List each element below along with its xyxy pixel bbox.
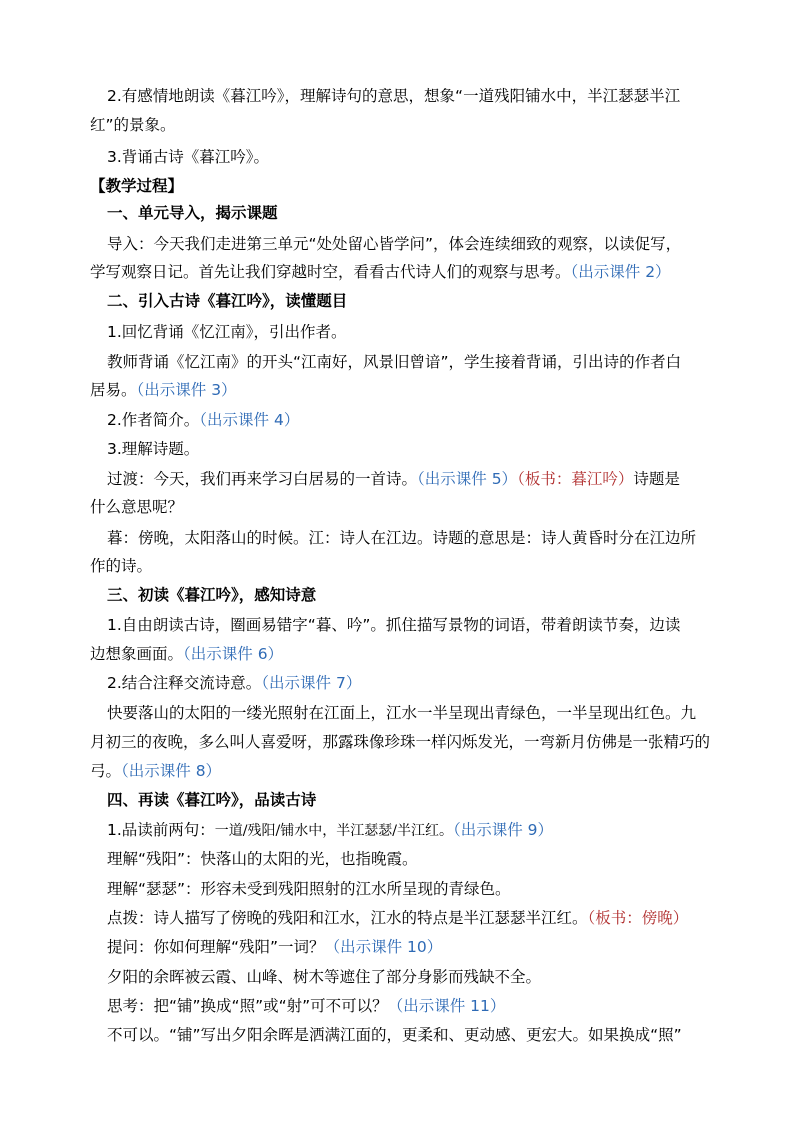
text-run: 1.回忆背诵《忆江南》，引出作者。: [107, 323, 347, 341]
text-line: [107, 673, 361, 693]
text-run: 点拨：诗人描写了傍晚的残阳和江水，江水的特点是半江瑟瑟半江红。: [107, 909, 588, 927]
text-run: 1.品读前两句：: [107, 821, 215, 839]
courseware-ref: （出示课件 11）: [387, 997, 506, 1015]
courseware-ref: （出示课件 6）: [183, 645, 284, 663]
text-run: 3.背诵古诗《暮江吟》。: [107, 148, 270, 166]
text-run: 月初三的夜晚，多么叫人喜爱呀，那露珠像珍珠一样闪烁发光，一弯新月仿佛是一张精巧的: [90, 733, 711, 751]
blackboard-note: （板书：暮江吟）: [517, 470, 634, 488]
text-line: [90, 497, 183, 517]
text-run: 提问：你如何理解“残阳”一词？: [107, 938, 325, 956]
text-run: 理解“残阳”：快落山的太阳的光，也指晚霞。: [107, 850, 418, 868]
text-run: 2.结合注释交流诗意。: [107, 674, 262, 692]
text-line: [107, 820, 553, 841]
text-line: [107, 937, 442, 957]
text-run: 不可以。“铺”写出夕阳余晖是洒满江面的，更柔和、更动感、更宏大。如果换成“照”: [107, 1026, 682, 1044]
text-line: [107, 908, 688, 928]
text-run: 导入：今天我们走进第三单元“处处留心皆学问”，体会连续细致的观察，以读促写，: [107, 235, 682, 253]
text-line: [107, 996, 505, 1016]
text-line: [107, 439, 199, 459]
text-run: 二、引入古诗《暮江吟》，读懂题目: [107, 292, 348, 310]
text-line: [107, 234, 681, 254]
section-heading: [107, 585, 316, 605]
courseware-ref: （出示课件 3）: [136, 381, 237, 399]
courseware-ref: （出示课件 8）: [121, 762, 222, 780]
section-heading: [90, 176, 183, 196]
text-line: [107, 410, 299, 430]
text-run: 居易。: [90, 381, 137, 399]
text-run: 弓。: [90, 762, 122, 780]
text-run: 教师背诵《忆江南》的开头“江南好，风景旧曾谙”，学生接着背诵，引出诗的作者白: [107, 353, 682, 371]
blackboard-note: （板书：傍晚）: [587, 909, 689, 927]
text-line: [107, 86, 680, 106]
text-run: 【教学过程】: [90, 177, 184, 195]
text-run: 思考：把“铺”换成“照”或“射”可不可以？: [107, 997, 388, 1015]
text-run: 理解“瑟瑟”：形容未受到残阳照射的江水所呈现的青绿色。: [107, 880, 511, 898]
text-run: 3.理解诗题。: [107, 440, 200, 458]
courseware-ref: （出示课件 7）: [261, 674, 362, 692]
text-line: [107, 147, 269, 167]
text-run: 四、再读《暮江吟》，品读古诗: [107, 791, 317, 809]
text-line: [90, 380, 237, 400]
text-run: 一道/残阳/铺水中，半江瑟瑟/半江红。: [214, 823, 453, 839]
text-line: [90, 644, 283, 664]
text-run: 快要落山的太阳的一缕光照射在江面上，江水一半呈现出青绿色，一半呈现出红色。九: [107, 704, 697, 722]
text-run: 一、单元导入，揭示课题: [107, 204, 278, 222]
text-line: [90, 115, 176, 135]
text-line: [107, 1025, 682, 1045]
courseware-ref: （出示课件 9）: [452, 821, 553, 839]
text-run: 夕阳的余晖被云霞、山峰、树木等遮住了部分身影而残缺不全。: [107, 968, 542, 986]
text-line: [107, 879, 511, 899]
text-line: [107, 469, 680, 489]
text-line: [107, 528, 696, 548]
section-heading: [107, 291, 347, 311]
courseware-ref: （出示课件 10）: [324, 938, 443, 956]
text-line: [90, 761, 221, 781]
text-line: [107, 615, 680, 635]
courseware-ref: （出示课件 5）: [417, 470, 518, 488]
text-line: [107, 352, 681, 372]
text-run: 暮：傍晚，太阳落山的时候。江：诗人在江边。诗题的意思是：诗人黄昏时分在江边所: [107, 529, 697, 547]
text-run: 2.有感情地朗读《暮江吟》，理解诗句的意思，想象“一道残阳铺水中，半江瑟瑟半江: [107, 87, 681, 105]
text-run: 红”的景象。: [90, 116, 176, 134]
courseware-ref: （出示课件 4）: [199, 411, 300, 429]
text-run: 2.作者简介。: [107, 411, 200, 429]
text-run: 诗题是: [633, 470, 680, 488]
text-line: [90, 262, 671, 282]
text-line: [107, 703, 696, 723]
courseware-ref: （出示课件 2）: [570, 263, 671, 281]
text-run: 学写观察日记。首先让我们穿越时空，看看古代诗人们的观察与思考。: [90, 263, 571, 281]
text-run: 过渡：今天，我们再来学习白居易的一首诗。: [107, 470, 418, 488]
text-line: [90, 556, 152, 576]
section-heading: [107, 790, 316, 810]
text-line: [90, 732, 710, 752]
text-line: [107, 849, 418, 869]
section-heading: [107, 203, 278, 223]
text-run: 1.自由朗读古诗，圈画易错字“暮、吟”。抓住描写景物的词语，带着朗读节奏，边读: [107, 616, 681, 634]
text-line: [107, 322, 347, 342]
text-run: 边想象画面。: [90, 645, 184, 663]
text-run: 三、初读《暮江吟》，感知诗意: [107, 586, 317, 604]
text-run: 什么意思呢？: [90, 498, 184, 516]
text-run: 作的诗。: [90, 557, 153, 575]
text-line: [107, 967, 541, 987]
